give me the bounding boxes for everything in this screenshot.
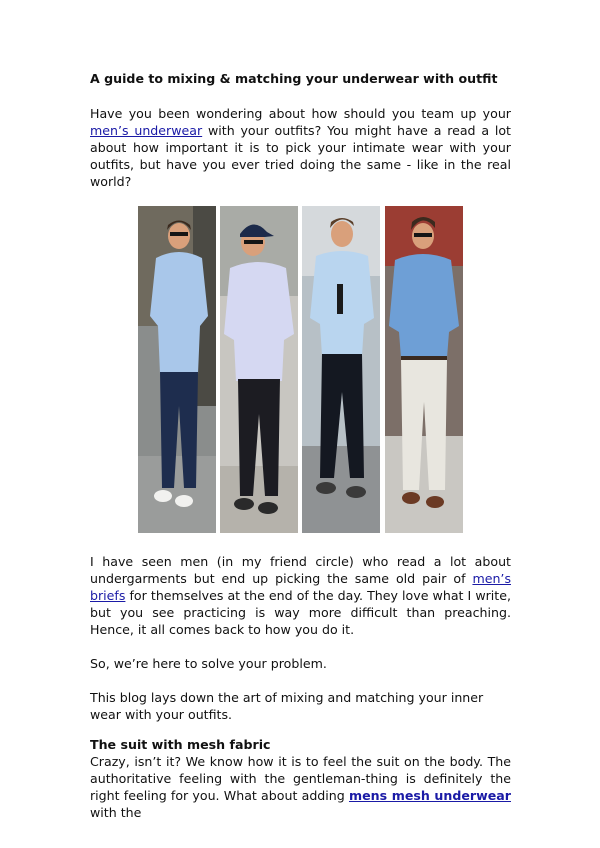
friend-circle-paragraph — [90, 553, 511, 638]
solve-problem-paragraph: So, we’re here to solve your problem. — [90, 656, 327, 671]
paragraph5-text-start: Crazy, isn’t it? We know how it is to feel the suit on the body. The authoritative feeling with the gentleman-thing is definitely the right feeling for you. What about adding — [90, 754, 511, 803]
mesh-suit-paragraph — [90, 753, 511, 821]
intro-text-start: Have you been wondering about how should you team up your — [90, 106, 511, 121]
outfit-photo-3 — [302, 206, 380, 533]
paragraph2-text-end: for themselves at the end of the day. They love what I write, but you see practicing is way more difficult than preaching. Hence, it all comes back to how you do it. — [90, 588, 511, 637]
outfit-photo-4 — [385, 206, 463, 533]
outfit-photo-2 — [220, 206, 298, 533]
section-heading-mesh-suit: The suit with mesh fabric — [90, 737, 271, 752]
intro-paragraph — [90, 105, 511, 190]
document-page — [90, 70, 511, 821]
mens-underwear-link[interactable]: men’s underwear — [90, 123, 203, 138]
blog-purpose-paragraph: This blog lays down the art of mixing and matching your inner wear with your outfits. — [90, 690, 484, 722]
intro-text-end: with your outfits? You might have a read a lot about how important it is to pick your intimate wear with your outfits, but have you ever tried doing the same - like in the real world? — [90, 123, 511, 189]
mens-briefs-link[interactable]: men’s briefs — [90, 571, 511, 603]
paragraph2-text-start: I have seen men (in my friend circle) who read a lot about undergarments but end up picking the same old pair of — [90, 554, 511, 586]
article-title: A guide to mixing & matching your underwear with outfit — [90, 71, 498, 86]
outfit-photo-1 — [138, 206, 216, 533]
paragraph5-text-end: with the — [90, 805, 142, 820]
outfit-collage-image — [138, 206, 463, 533]
mens-mesh-underwear-link[interactable]: mens mesh underwear — [348, 788, 511, 803]
